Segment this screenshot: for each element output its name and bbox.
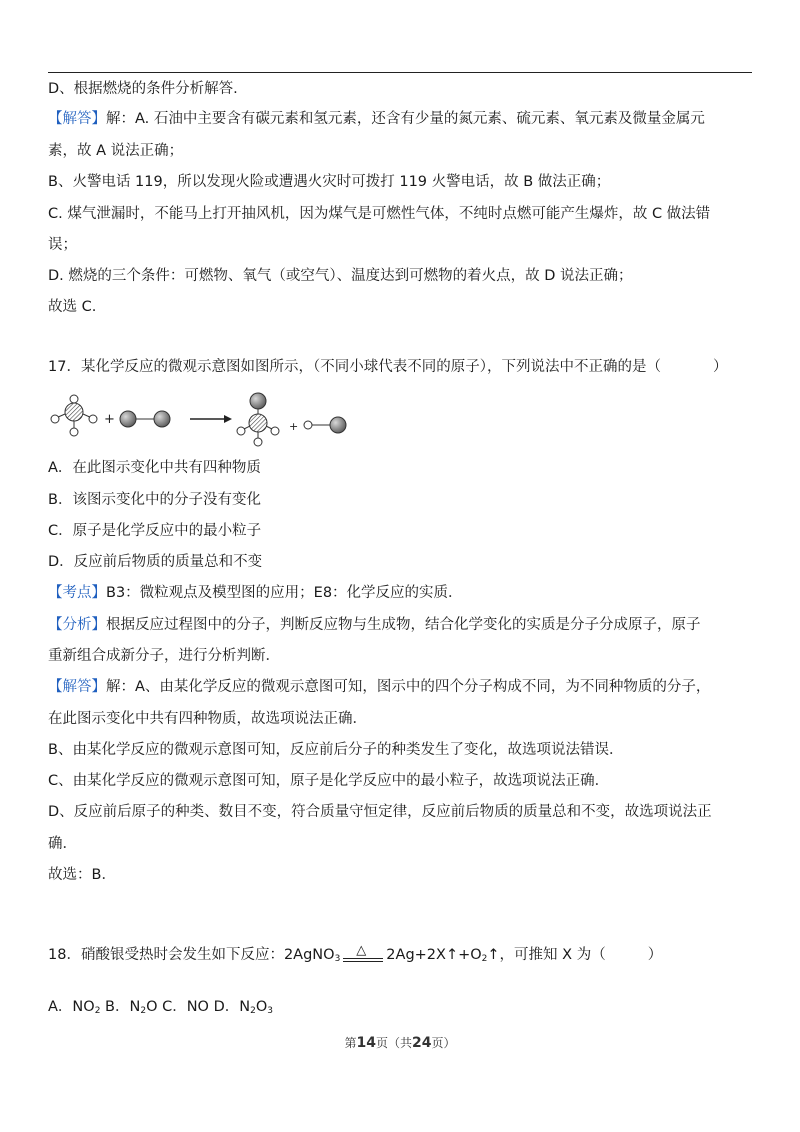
answer-tag: 【解答】 <box>48 111 106 127</box>
footer-mid: 页（共 <box>375 1036 412 1050</box>
prev-answer-a2: 素，故 A 说法正确； <box>48 143 184 159</box>
q18-option-cd: O C．NO D．N <box>146 999 251 1015</box>
kaodian-tag: 【考点】 <box>48 585 106 601</box>
fenxi-tag: 【分析】 <box>48 617 106 633</box>
reactant-molecule-2 <box>120 411 170 427</box>
jieda-a1: 解：A、由某化学反应的微观示意图可知，图示中的四个分子构成不同，为不同种物质的分子， <box>106 679 711 695</box>
q17-option-d: D．反应前后物质的质量总和不变 <box>48 554 263 570</box>
q17-fenxi-2: 重新组合成新分子，进行分析判断． <box>48 648 280 664</box>
q18-prod1: 2Ag+2X↑+O <box>386 947 482 963</box>
q17-jieda-b: B、由某化学反应的微观示意图可知，反应前后分子的种类发生了变化，故选项说法错误． <box>48 742 624 758</box>
prev-answer-c1: C. 煤气泄漏时，不能马上打开抽风机，因为煤气是可燃性气体，不纯时点燃可能产生爆炸，故 C 做法错 <box>48 206 711 222</box>
svg-text:+: + <box>104 412 115 427</box>
heat-triangle-icon: △ <box>356 943 367 958</box>
footer-total-pages: 24 <box>412 1035 432 1051</box>
prev-answer-a1: 解：A. 石油中主要含有碳元素和氢元素，还含有少量的氮元素、硫元素、氧元素及微量金属元 <box>106 111 705 127</box>
q17-jieda-d1: D、反应前后原子的种类、数目不变，符合质量守恒定律，反应前后物质的质量总和不变，故选项说法正 <box>48 804 712 820</box>
prev-answer-b: B、火警电话 119，所以发现火险或遭遇火灾时可拨打 119 火警电话，故 B 做法正确； <box>48 174 611 190</box>
prev-answer-c2: 误； <box>48 237 77 253</box>
prev-choice: 故选 C. <box>48 299 97 315</box>
reaction-arrow <box>190 415 232 423</box>
fenxi-text-1: 根据反应过程图中的分子，判断反应物与生成物，结合化学变化的实质是分子分成原子，原子 <box>106 617 701 633</box>
q17-stem-close: ） <box>712 359 728 375</box>
product-molecule-1 <box>237 393 279 446</box>
q18-option-b: B．N <box>100 999 141 1015</box>
q17-option-b: B．该图示变化中的分子没有变化 <box>48 492 261 508</box>
q17-option-a: A．在此图示变化中共有四种物质 <box>48 460 261 476</box>
q18-option-d-o: O <box>255 999 268 1015</box>
footer-page-number: 14 <box>356 1035 376 1051</box>
reactant-molecule-1 <box>51 395 97 436</box>
q17-jieda-a2: 在此图示变化中共有四种物质，故选项说法正确． <box>48 711 367 727</box>
q18-option-b-sub: 2 <box>140 1006 147 1016</box>
prev-answer-line <box>48 109 705 129</box>
q17-jieda <box>48 677 710 697</box>
footer-pre: 第 <box>344 1036 357 1050</box>
q18-stem <box>48 945 662 969</box>
jieda-tag: 【解答】 <box>48 679 106 695</box>
q18-option-a: A．NO <box>48 999 95 1015</box>
q18-prod2: ↑，可推知 X 为（ <box>487 947 606 963</box>
reaction-diagram <box>46 392 366 448</box>
q17-jieda-d2: 确． <box>48 836 77 852</box>
footer-post: 页） <box>431 1036 456 1050</box>
q18-option-d-sub2: 3 <box>267 1006 273 1016</box>
prev-answer-d: D. 燃烧的三个条件：可燃物、氧气（或空气）、温度达到可燃物的着火点，故 D 说法正确； <box>48 268 633 284</box>
page-footer <box>0 1034 800 1051</box>
q18-option-d-sub: 2 <box>250 1006 256 1016</box>
q17-kaodian <box>48 583 463 603</box>
q17-stem-text: 17．某化学反应的微观示意图如图所示，（不同小球代表不同的原子），下列说法中不正确的是（ <box>48 359 661 375</box>
q17-choice: 故选：B． <box>48 867 116 883</box>
q17-option-c: C．原子是化学反应中的最小粒子 <box>48 523 262 539</box>
q17-jieda-c: C、由某化学反应的微观示意图可知，原子是化学反应中的最小粒子，故选项说法正确． <box>48 773 610 789</box>
q18-sub2: 2 <box>481 954 488 964</box>
header-rule <box>48 72 752 73</box>
q18-sub3: 3 <box>334 954 341 964</box>
reaction-condition <box>340 945 386 965</box>
q17-fenxi <box>48 615 701 635</box>
q18-option-a-sub: 2 <box>94 1006 101 1016</box>
kaodian-text: B3：微粒观点及模型图的应用；E8：化学反应的实质． <box>106 585 463 601</box>
product-molecule-2 <box>304 417 346 433</box>
q18-stem-pre: 18．硝酸银受热时会发生如下反应：2AgNO <box>48 947 335 963</box>
q18-options <box>48 997 273 1021</box>
q17-stem <box>48 357 727 377</box>
prev-d-hint: D、根据燃烧的条件分析解答. <box>48 81 238 97</box>
svg-text:+: + <box>289 420 299 433</box>
q18-close: ） <box>647 947 663 963</box>
